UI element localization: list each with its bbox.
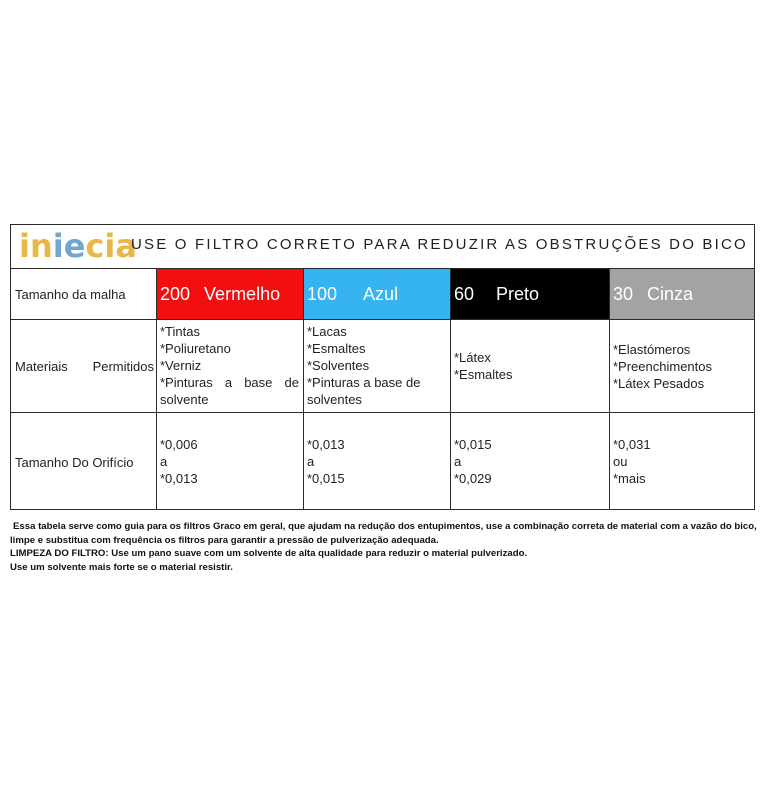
list-item: *mais (613, 471, 646, 486)
table-header (11, 225, 754, 269)
materials-cell-60 (451, 320, 610, 412)
mesh-color-name: Preto (496, 283, 540, 304)
table-title: USE O FILTRO CORRETO PARA REDUZIR AS OBSTRUÇÕES DO BICO (131, 236, 748, 253)
orifice-label-cell (11, 413, 157, 509)
list-item: ou (613, 454, 628, 469)
materials-list (613, 341, 750, 392)
mesh-number: 100 (307, 283, 338, 304)
list-item: solvente (160, 392, 209, 407)
usage-note: Essa tabela serve como guia para os filtros Graco em geral, que ajudam na redução dos entupimentos, use a combinação correta de material com a vazão do bico, limpe e substitua com frequência os filtros para garantir a pressão de pulverização adequada. (10, 521, 757, 546)
mesh-cell-100 (304, 269, 451, 319)
orifice-range (307, 436, 446, 487)
orifice-row (11, 413, 754, 509)
orifice-range (613, 436, 750, 487)
list-item: *Tintas (160, 324, 200, 339)
list-item: *0,013 (160, 471, 198, 486)
list-item: *0,015 (307, 471, 345, 486)
materials-label: Materiais Permitidos (15, 359, 154, 374)
list-item: a (307, 454, 315, 469)
list-item: *Preenchimentos (613, 359, 712, 374)
orifice-cell-30 (610, 413, 754, 509)
orifice-label: Tamanho Do Orifício (15, 455, 134, 470)
mesh-label: Tamanho da malha (15, 287, 126, 302)
mesh-color-name: Azul (363, 283, 399, 304)
table-grid (11, 269, 754, 509)
materials-cell-30 (610, 320, 754, 412)
list-item: *Pinturas a base de (307, 375, 421, 390)
orifice-cell-200 (157, 413, 304, 509)
list-item: *Pinturas a base de (160, 375, 299, 390)
mesh-number: 30 (613, 283, 634, 304)
mesh-row (11, 269, 754, 320)
materials-label-cell (11, 320, 157, 412)
materials-list (454, 349, 605, 383)
list-item: *Látex (454, 350, 491, 365)
list-item: *Esmaltes (454, 367, 513, 382)
footnotes (10, 520, 758, 574)
list-item: *Látex Pesados (613, 376, 705, 391)
mesh-label-cell (11, 269, 157, 319)
list-item: *Elastómeros (613, 342, 691, 357)
list-item: *0,029 (454, 471, 492, 486)
list-item: *0,006 (160, 437, 198, 452)
list-item: *Verniz (160, 358, 202, 373)
materials-cell-100 (304, 320, 451, 412)
brand-logo: in ie cia (19, 227, 137, 265)
orifice-cell-60 (451, 413, 610, 509)
list-item: *Esmaltes (307, 341, 366, 356)
list-item: a (454, 454, 462, 469)
list-item: *0,031 (613, 437, 651, 452)
list-item: solventes (307, 392, 362, 407)
materials-cell-200 (157, 320, 304, 412)
materials-row (11, 320, 754, 413)
list-item: *0,013 (307, 437, 345, 452)
orifice-range (454, 436, 605, 487)
list-item: *Poliuretano (160, 341, 231, 356)
mesh-number: 60 (454, 283, 475, 304)
materials-list (307, 323, 446, 408)
solvent-note: Use um solvente mais forte se o material resistir. (10, 561, 233, 573)
mesh-color-name: Vermelho (204, 283, 281, 304)
materials-list (160, 323, 299, 408)
list-item: *Lacas (307, 324, 347, 339)
list-item: *0,015 (454, 437, 492, 452)
mesh-cell-60 (451, 269, 610, 319)
mesh-color-name: Cinza (647, 283, 694, 304)
list-item: a (160, 454, 168, 469)
filter-table (10, 224, 755, 510)
list-item: *Solventes (307, 358, 370, 373)
orifice-cell-100 (304, 413, 451, 509)
mesh-cell-200 (157, 269, 304, 319)
mesh-cell-30 (610, 269, 754, 319)
mesh-number: 200 (160, 283, 191, 304)
cleaning-note: LIMPEZA DO FILTRO: Use um pano suave com um solvente de alta qualidade para reduzir o material pulverizado. (10, 548, 528, 560)
orifice-range (160, 436, 299, 487)
